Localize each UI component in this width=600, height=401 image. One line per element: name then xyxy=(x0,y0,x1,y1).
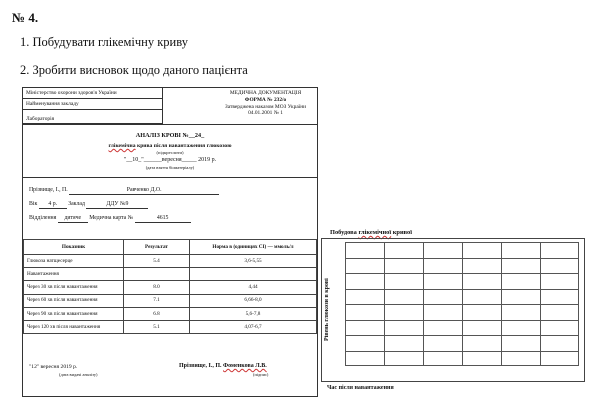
graph-title-prefix: Побудова xyxy=(330,229,359,236)
graph-y-label: Рівень глюкози в крові xyxy=(324,278,330,342)
card-label: Медична карта № xyxy=(87,215,135,221)
results-table xyxy=(23,239,317,334)
signature-line xyxy=(179,363,267,371)
ministry-label: Міністерство охорони здоров'я України xyxy=(23,88,163,99)
table-row xyxy=(24,268,317,281)
issue-date-hint: (дата видачі аналізу) xyxy=(59,372,98,377)
subtitle-highlight: глікемічна xyxy=(108,142,136,149)
form-header-right xyxy=(213,88,318,117)
table-row xyxy=(24,294,317,307)
row-indicator: Навантаження xyxy=(24,268,124,281)
dept-label: Відділення xyxy=(29,215,58,221)
row-norm: 3,6-5,55 xyxy=(190,255,317,268)
underline-hint: (підкреслити) xyxy=(156,149,184,155)
patient-age-value: 4 р. xyxy=(39,201,67,209)
row-result: 7.1 xyxy=(124,294,190,307)
patient-age-label: Вік xyxy=(29,201,39,207)
col-result: Результат xyxy=(124,240,190,255)
grid-hline xyxy=(345,365,579,366)
graph-title xyxy=(330,229,412,236)
grid-hline xyxy=(345,289,579,290)
table-header-row xyxy=(24,240,317,255)
row-norm: 4,44 xyxy=(190,281,317,294)
row-norm: 6,66-8,0 xyxy=(190,294,317,307)
row-norm: 4,07-6,7 xyxy=(190,320,317,333)
table-row xyxy=(24,255,317,268)
grid-hline xyxy=(345,258,579,259)
row-norm: 5,6-7,8 xyxy=(190,307,317,320)
form-number: ФОРМА № 232/о xyxy=(244,96,287,103)
grid-hline xyxy=(345,351,579,352)
row-indicator: Через 60 хв після навантаження xyxy=(24,294,124,307)
issue-date: "12" вересня 2019 р. xyxy=(29,364,78,370)
grid-hline xyxy=(345,335,579,336)
facility-value: ДДУ №9 xyxy=(86,201,148,209)
facility-label: Заклад xyxy=(66,201,87,207)
analysis-subtitle xyxy=(23,143,317,150)
patient-name-line xyxy=(29,187,309,201)
header-divider xyxy=(23,124,317,125)
row-norm xyxy=(190,268,317,281)
grid-hline xyxy=(345,273,579,274)
signature-value: Фоменкова Л.В. xyxy=(223,363,267,369)
graph-grid xyxy=(345,242,579,366)
sample-date: "__10_"______вересня_____ 2019 р. xyxy=(123,157,217,164)
patient-name-value: Равченко Д.О. xyxy=(69,187,219,195)
form-header-left xyxy=(23,88,163,124)
signature-label: Прізвище, І., П. xyxy=(179,363,224,369)
graph-x-label: Час після навантаження xyxy=(327,385,394,391)
patient-name-label: Прізвище, І., П. xyxy=(29,187,70,193)
approved-date: 04.01.2001 № 1 xyxy=(248,110,283,117)
card-value: 4615 xyxy=(135,215,191,223)
row-indicator: Через 120 хв після навантаження xyxy=(24,320,124,333)
grid-hline xyxy=(345,304,579,305)
row-result: 5.4 xyxy=(124,255,190,268)
row-indicator: Через 30 хв після навантаження xyxy=(24,281,124,294)
row-result: 8.0 xyxy=(124,281,190,294)
row-result xyxy=(124,268,190,281)
doc-type: МЕДИЧНА ДОКУМЕНТАЦІЯ xyxy=(229,90,302,96)
patient-age-line xyxy=(29,201,309,215)
blood-analysis-form xyxy=(22,87,318,397)
col-norm: Норма в (одиницях СІ) — ммоль/л xyxy=(190,240,317,255)
analysis-title: АНАЛІЗ КРОВІ №__24_ xyxy=(135,132,205,139)
row-result: 6.8 xyxy=(124,307,190,320)
graph-title-suffix: кривої xyxy=(391,229,413,236)
grid-hline xyxy=(345,242,579,243)
signature-hint: (підпис) xyxy=(253,372,269,377)
sample-date-hint: (дата взяття біоматеріалу) xyxy=(145,164,195,170)
task-step-2: 2. Зробити висновок щодо даного пацієнта xyxy=(20,63,248,77)
row-result: 5.1 xyxy=(124,320,190,333)
laboratory-label: Лабораторія xyxy=(23,110,163,124)
task-number: № 4. xyxy=(12,10,39,25)
table-row xyxy=(24,281,317,294)
title-block xyxy=(23,132,317,170)
graph-title-highlight: глікемічної xyxy=(358,229,392,236)
grid-hline xyxy=(345,320,579,321)
institution-label: Найменування закладу xyxy=(23,99,163,110)
patient-info xyxy=(29,187,309,229)
title-divider xyxy=(23,177,317,178)
approved-by: Затверджена наказом МОЗ України xyxy=(225,103,306,110)
row-indicator: Глюкоза натщесерце xyxy=(24,255,124,268)
patient-dept-line xyxy=(29,215,309,229)
dept-value: дитяче xyxy=(58,215,88,223)
subtitle-rest: крива після навантаження глюкозою xyxy=(135,142,232,149)
row-indicator: Через 90 хв після навантаження xyxy=(24,307,124,320)
task-step-1: 1. Побудувати глікемічну криву xyxy=(20,35,188,49)
col-indicator: Показник xyxy=(24,240,124,255)
table-row xyxy=(24,307,317,320)
table-row xyxy=(24,320,317,333)
